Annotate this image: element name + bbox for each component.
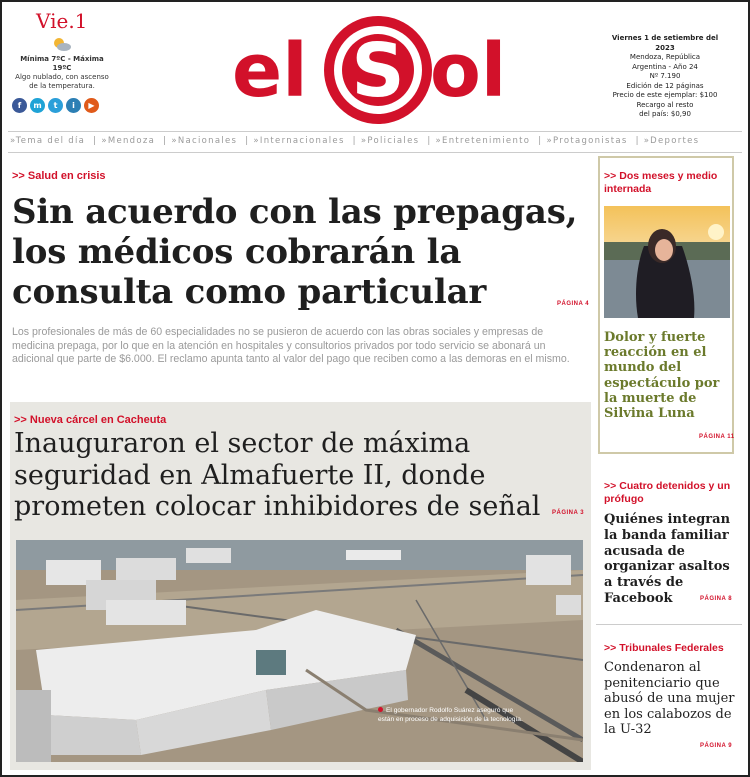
sun-cloud-icon: [51, 36, 73, 52]
weather-block: [12, 10, 112, 91]
edition-country: Argentina - Año 24: [632, 62, 698, 71]
messenger-icon[interactable]: m: [30, 98, 45, 113]
feature-page-ref: PÁGINA 3: [552, 510, 585, 516]
nav-item-entretenimiento[interactable]: »Entretenimiento: [435, 136, 531, 146]
edition-pages: Edición de 12 páginas: [626, 81, 704, 90]
sidebar-kicker-3: >> Tribunales Federales: [604, 642, 724, 654]
svg-text:S: S: [351, 28, 405, 114]
edition-place: Mendoza, República: [629, 53, 701, 61]
caption-text: El gobernador Rodolfo Suárez aseguró que están en proceso de adquisición de la tecnología.: [378, 707, 523, 723]
nav-item-policiales[interactable]: »Policiales: [360, 136, 420, 146]
lead-summary: Los profesionales de más de 60 especialidades no se pusieron de acuerdo con las obras sociales y empresas de medicina prepaga, por lo que en la atención en hospitales y consultorios privados por todo servicio se abonará un adicional que parte de $6.000. El reclamo apunta tanto al valor del pago que reciben como a las demoras en el mismo.: [12, 326, 570, 365]
weather-forecast: Algo nublado, con ascenso de la temperatura.: [15, 73, 109, 90]
sidebar-headline-3[interactable]: Condenaron al penitenciario que abusó de una mujer en los calabozos de la U-32: [604, 660, 735, 737]
sidebar-headline-2[interactable]: Quiénes integran la banda familiar acusada de organizar asaltos a través de Facebook: [604, 512, 731, 606]
edition-surcharge: Recargo al resto: [636, 100, 694, 109]
edition-surcharge-2: del país: $0,90: [639, 110, 691, 118]
sidebar-kicker-1: >> Dos meses y medio internada: [604, 170, 718, 195]
edition-number: Nº 7.190: [649, 72, 681, 80]
svg-text:ol: ol: [430, 28, 507, 114]
edition-info: [610, 34, 720, 120]
nav-item-deportes[interactable]: »Deportes: [643, 136, 700, 146]
photo-caption: [378, 707, 528, 724]
sidebar-page-ref-2: PÁGINA 8: [700, 596, 733, 602]
nav-divider-top: [8, 131, 742, 132]
youtube-icon[interactable]: ▶: [84, 98, 99, 113]
sidebar-page-ref-1: PÁGINA 11: [699, 434, 735, 440]
social-links: [12, 98, 99, 113]
nav-item-protagonistas[interactable]: »Protagonistas: [546, 136, 628, 146]
nav-item-nacionales[interactable]: »Nacionales: [171, 136, 238, 146]
nav-item-mendoza[interactable]: »Mendoza: [101, 136, 156, 146]
elsol-logo[interactable]: [232, 14, 524, 132]
twitter-icon[interactable]: t: [48, 98, 63, 113]
svg-text:el: el: [232, 28, 308, 114]
section-nav: »Tema del día | »Mendoza | »Nacionales | »Internacionales | »Policiales | »Entretenimiento | »Protagonistas | »Deportes: [10, 136, 700, 146]
lead-page-ref: PÁGINA 4: [557, 301, 590, 307]
lead-kicker: >> Salud en crisis: [12, 170, 106, 182]
sidebar-page-ref-3: PÁGINA 9: [700, 743, 733, 749]
sidebar-headline-1[interactable]: Dolor y fuerte reacción en el mundo del espectáculo por la muerte de Silvina Luna: [604, 330, 720, 422]
instagram-icon[interactable]: i: [66, 98, 81, 113]
lead-headline[interactable]: Sin acuerdo con las prepagas, los médicos cobrarán la consulta como particular: [12, 192, 578, 312]
woman-sunset-photo[interactable]: [604, 206, 730, 318]
caption-bullet-icon: [378, 707, 383, 712]
feature-kicker: >> Nueva cárcel en Cacheuta: [14, 414, 167, 426]
edition-date: Viernes 1 de setiembre del 2023: [611, 34, 719, 52]
nav-divider-bottom: [8, 152, 742, 153]
prison-aerial-photo[interactable]: [16, 540, 583, 762]
weather-temps: Mínima 7ºC - Máxima 19ºC: [20, 55, 104, 72]
nav-item-tema[interactable]: »Tema del día: [10, 136, 86, 146]
feature-headline[interactable]: Inauguraron el sector de máxima seguridad en Almafuerte II, donde prometen colocar inhibidores de señal: [14, 428, 541, 522]
facebook-icon[interactable]: f: [12, 98, 27, 113]
sidebar-kicker-2: >> Cuatro detenidos y un prófugo: [604, 480, 731, 505]
sidebar-divider: [596, 624, 742, 625]
weather-day: Vie.1: [36, 9, 88, 33]
nav-item-internacionales[interactable]: »Internacionales: [253, 136, 345, 146]
edition-price: Precio de este ejemplar: $100: [612, 91, 718, 99]
